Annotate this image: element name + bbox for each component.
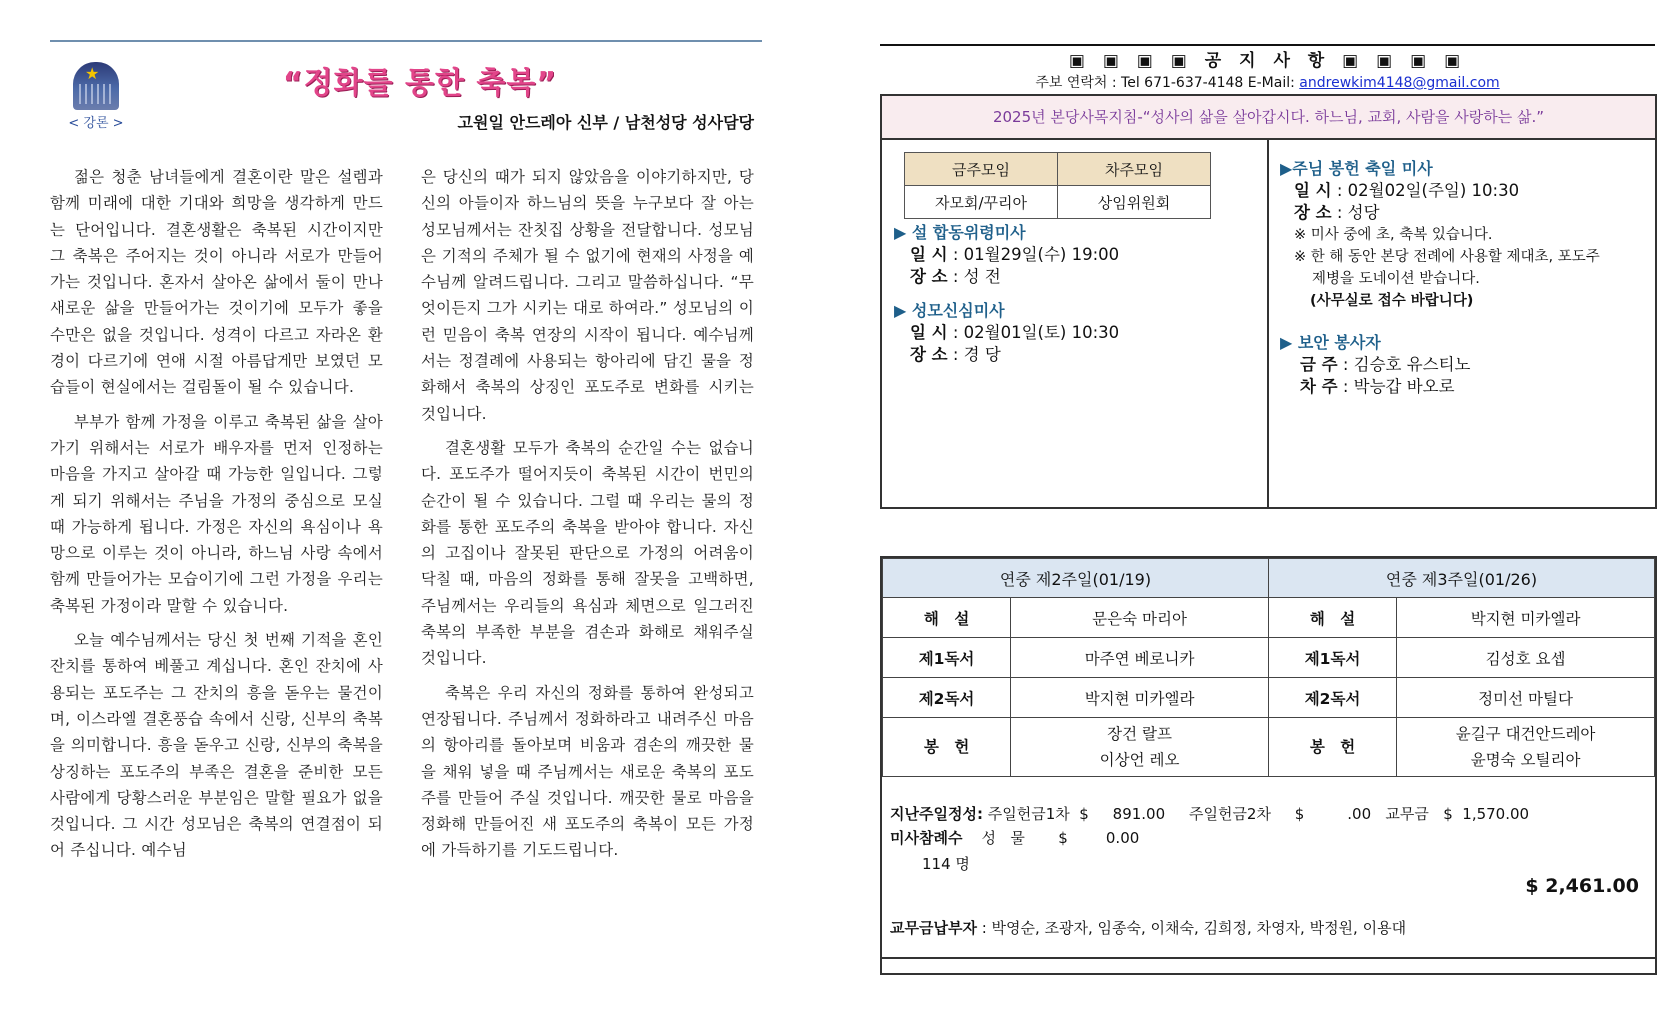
meeting-this-week: 자모회/꾸리아 xyxy=(905,186,1058,219)
marian-mass: ▶ 성모신심미사 일 시 : 02월01일(토) 10:30 장 소 : 경 당 xyxy=(894,301,1120,364)
homily-badge xyxy=(58,62,134,131)
liturgy-and-finance xyxy=(880,556,1657,975)
paragraph: 은 당신의 때가 되지 않았음을 이야기하지만, 당신의 아들이자 하느님의 뜻을 누구보다 잘 아는 성모님께서는 잔칫집 상황을 전달합니다. 성모님은 기적의 주체가 될 수 없기에 현재의 사정을 예수님께 알려드립니다. 그리고 말씀하십니다. “무엇이든지 그가 시키는 대로 하여라.” 성모님의 이런 믿음이 축복 연장의 시작이 됩니다. 예수님께서는 정결례에 사용되는 항아리에 담긴 물을 정화해서 축복의 상징인 포도주로 변화를 시키는 것입니다. xyxy=(421,168,754,423)
presentation-mass: ▶주님 봉헌 축일 미사 일 시 : 02월02일(주일) 10:30 장 소 : 성당 ※ 미사 중에 초, 축복 있습니다. ※ 한 해 동안 본당 전례에 사용할 제대초, 포도주 제병을 도네이션 받습니다. (사무실로 접수 바랍니다) xyxy=(1280,158,1650,312)
goods-value: 성 물 $ 0.00 xyxy=(967,829,1140,847)
paragraph: 축복은 우리 자신의 정화를 통하여 완성되고 연장됩니다. 주님께서 정화하라고 내려주신 마음의 항아리를 돌아보며 비움과 겸손의 깨끗한 물을 채워 넣을 때 주님께서는 새로운 축복의 포도주를 만들어 주실 것입니다. 깨끗한 물로 마음을 정화해 만들어진 새 포도주의 축복이 모든 가정에 가득하기를 기도드립니다. xyxy=(421,683,754,860)
homily-title: “정화를 통한 축복” xyxy=(282,66,558,101)
donors-list: : 박영순, 조광자, 임종숙, 이채숙, 김희정, 차영자, 박정원, 이용대 xyxy=(976,919,1407,937)
star-icon: ★ xyxy=(85,64,100,83)
table-row: 해 설 문은숙 마리아 해 설 박지현 미카엘라 xyxy=(883,598,1655,638)
paragraph: 오늘 예수님께서는 당신 첫 번째 기적을 혼인 잔치를 통하여 베풀고 계십니다. 혼인 잔치에 사용되는 포도주는 그 잔치의 흥을 돋우는 물건이며, 이스라엘 결혼풍습 속에서 신랑, 신부의 축복을 의미합니다. 흥을 돋우고 신랑, 신부의 축복을 상징하는 포도주의 부족은 결혼을 준비한 모든 사람에게 당황스러운 부분임은 말할 필요가 없을 것입니다. 그 시간 성모님은 축복의 연결점이 되어 주십니다. 예수님 xyxy=(50,631,383,860)
meetings-table xyxy=(904,152,1211,219)
top-rule xyxy=(50,40,762,42)
pastoral-motto: 2025년 본당사목지침-“성사의 삶을 살아갑시다. 하느님, 교회, 사람을 사랑하는 삶.” xyxy=(882,96,1655,140)
homily-page xyxy=(50,36,762,1006)
header-next-week: 차주모임 xyxy=(1058,153,1211,186)
attendance-count: 114 명 xyxy=(922,855,970,873)
section-title: ▶ 성모신심미사 xyxy=(894,301,1005,320)
paragraph: 결혼생활 모두가 축복의 순간일 수는 없습니다. 포도주가 떨어지듯이 축복된 시간이 번민의 순간이 될 수 있습니다. 그럴 때 우리는 물의 정화를 통한 포도주의 축복을 받아야 합니다. 자신의 고집이나 잘못된 판단으로 가정의 어려움이 닥칠 때, 마음의 정화를 통해 잘못을 고백하면, 주님께서는 우리들의 욕심과 체면으로 일그러진 축복의 부족한 부분을 겸손과 화해로 채워주실 것입니다. xyxy=(421,438,754,668)
week-1-header: 연중 제2주일(01/19) xyxy=(883,559,1269,598)
donors-label: 교무금납부자 xyxy=(890,919,977,937)
email-link[interactable]: andrewkim4148@gmail.com xyxy=(1299,75,1500,91)
contact-line xyxy=(880,72,1655,92)
section-title: ▶ 보안 봉사자 xyxy=(1280,333,1381,352)
header-this-week: 금주모임 xyxy=(905,153,1058,186)
homily-author: 고원일 안드레아 신부 / 남천성당 성사담당 xyxy=(457,113,754,132)
badge-caption: < 강론 > xyxy=(68,116,124,131)
notice-heading: ▣ ▣ ▣ ▣ 공 지 사 항 ▣ ▣ ▣ ▣ xyxy=(1068,51,1467,71)
section-title: ▶ 설 합동위령미사 xyxy=(894,223,1026,242)
liturgy-table xyxy=(882,558,1655,777)
finance-section xyxy=(882,777,1655,973)
homily-column-1 xyxy=(50,164,383,872)
notice-box xyxy=(880,94,1657,509)
table-row: 봉 헌 장건 랄프 이상언 레오 봉 헌 윤길구 대건안드레아 윤명숙 오틸리아 xyxy=(883,718,1655,777)
church-image-icon xyxy=(73,62,119,110)
week-2-header: 연중 제3주일(01/26) xyxy=(1268,559,1654,598)
attendance-label: 미사참례수 xyxy=(890,829,963,847)
total-amount: $ 2,461.00 xyxy=(1525,875,1639,897)
offering-label: 지난주일정성: xyxy=(890,805,983,823)
memorial-mass: ▶ 설 합동위령미사 일 시 : 01월29일(수) 19:00 장 소 : 성 전 xyxy=(894,223,1120,286)
table-row: 제2독서 박지현 미카엘라 제2독서 정미선 마틸다 xyxy=(883,678,1655,718)
security-volunteers: ▶ 보안 봉사자 금 주 : 김승호 유스티노 차 주 : 박능갑 바오로 xyxy=(1280,333,1471,396)
homily-column-2 xyxy=(421,164,754,872)
paragraph: 젊은 청춘 남녀들에게 결혼이란 말은 설렘과 함께 미래에 대한 기대와 희망을 생각하게 만드는 단어입니다. 결혼생활은 축복된 시간이지만 그 축복은 주어지는 것이 아니라 서로가 만들어가는 것입니다. 혼자서 살아온 삶에서 둘이 만나 새로운 삶을 만들어가는 것이기에 모두가 좋을 수만은 없을 것입니다. 성격이 다르고 자라온 환경이 다르기에 연애 시절 아름답게만 보였던 모습들이 현실에서는 걸림돌이 될 수 있습니다. xyxy=(50,168,383,397)
meeting-next-week: 상임위원회 xyxy=(1058,186,1211,219)
section-title: ▶주님 봉헌 축일 미사 xyxy=(1280,159,1433,178)
paragraph: 부부가 함께 가정을 이루고 축복된 삶을 살아가기 위해서는 서로가 배우자를 먼저 인정하는 마음을 가지고 살아갈 때 가능한 일입니다. 그렇게 되기 위해서는 주님을 가정의 중심으로 모실 때 가능하게 됩니다. 가정은 자신의 욕심이나 욕망으로 이루는 것이 아니라, 하느님 사랑 속에서 함께 만들어가는 모습이기에 그런 가정을 우리는 축복된 가정이라 말할 수 있습니다. xyxy=(50,412,383,615)
table-row: 제1독서 마주연 베로니카 제1독서 김성호 요셉 xyxy=(883,638,1655,678)
notice-page xyxy=(880,40,1660,1000)
offering-values: 주일헌금1차 $ 891.00 주일헌금2차 $ .00 교무금 $ 1,570.00 xyxy=(987,805,1530,823)
contact-text: 주보 연락처 : Tel 671-637-4148 E-Mail: xyxy=(1035,75,1300,91)
